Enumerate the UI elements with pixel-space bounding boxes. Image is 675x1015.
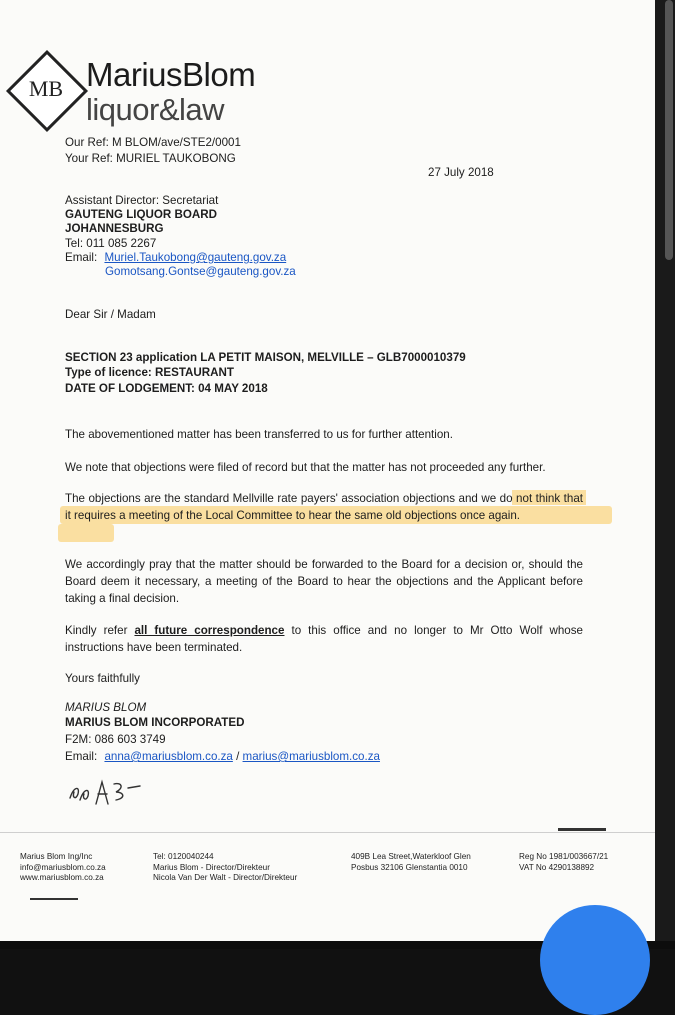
valediction: Yours faithfully [65, 672, 140, 685]
footer-text: Marius Blom Ing/Inc [20, 852, 93, 861]
email-link-taukobong[interactable]: Muriel.Taukobong@gauteng.gov.za [104, 251, 287, 264]
closing-email-row [65, 750, 380, 764]
logo-monogram: MB [28, 76, 64, 101]
footer-text: Marius Blom - Director/Direkteur [153, 862, 270, 872]
footer-text: Tel: 0120040244 [153, 852, 214, 861]
footer-text: info@mariusblom.co.za [20, 862, 106, 872]
paragraph-4: We accordingly pray that the matter should be forwarded to the Board for a decision or, should the Board deem it necessary, a meeting of the Board to hear the objections and the Applicant before taking a final decision. [65, 558, 583, 605]
brand-tagline: liquor&law [86, 92, 225, 127]
your-reference: Your Ref: MURIEL TAUKOBONG [65, 152, 236, 165]
email-link-marius[interactable]: marius@mariusblom.co.za [242, 750, 380, 763]
footer-col-registration [519, 852, 608, 873]
footer-text: Posbus 32106 Glenstantia 0010 [351, 862, 468, 872]
our-reference: Our Ref: M BLOM/ave/STE2/0001 [65, 136, 241, 149]
paragraph-5-end: to this office and no longer to Mr Otto Wolf whose instructions have been terminated. [65, 624, 584, 654]
footer-col-address [351, 852, 471, 873]
recipient-email-row [65, 251, 286, 265]
letter-date: 27 July 2018 [428, 166, 494, 179]
signer-name: MARIUS BLOM [65, 701, 147, 714]
brand-name: MariusBlom [86, 56, 256, 93]
recipient-city: JOHANNESBURG [65, 222, 164, 235]
emphasis-future-correspondence: all future correspondence [134, 624, 285, 637]
floating-action-button[interactable] [540, 905, 650, 1015]
email-label: Email: [65, 251, 98, 264]
recipient-tel: Tel: 011 085 2267 [65, 237, 157, 250]
recipient-org: GAUTENG LIQUOR BOARD [65, 208, 218, 221]
firm-name: MARIUS BLOM INCORPORATED [65, 716, 245, 729]
signature-icon [66, 776, 146, 808]
footer-text: Nicola Van Der Walt - Director/Direkteur [153, 873, 298, 882]
footer-text: 409B Lea Street,Waterkloof Glen [351, 852, 471, 861]
paragraph-5-start: Kindly refer [65, 624, 135, 637]
licence-type: Type of licence: RESTAURANT [65, 366, 234, 379]
footer-text: www.mariusblom.co.za [20, 873, 104, 882]
salutation: Dear Sir / Madam [65, 308, 156, 321]
footer-text: Reg No 1981/003667/21 [519, 852, 609, 861]
email-label: Email: [65, 750, 98, 763]
paragraph-3: The objections are the standard Mellville rate payers' association objections and we do not think that it requires a meeting of the Local Committee to hear the same old objections once again. [65, 492, 583, 522]
lodgement-date: DATE OF LODGEMENT: 04 MAY 2018 [65, 382, 268, 395]
footer-divider [0, 832, 655, 833]
fax-to-mail: F2M: 086 603 3749 [65, 733, 166, 746]
email-gontse[interactable]: Gomotsang.Gontse@gauteng.gov.za [105, 265, 296, 278]
recipient-title: Assistant Director: Secretariat [65, 194, 219, 207]
subject-line: SECTION 23 application LA PETIT MAISON, MELVILLE – GLB7000010379 [65, 351, 466, 364]
highlight-mark [58, 524, 114, 542]
paragraph-2: We note that objections were filed of record but that the matter has not proceeded any further. [65, 461, 546, 474]
footer-col-contacts [153, 852, 297, 884]
paragraph-5 [65, 622, 583, 656]
footer-mark [558, 828, 606, 831]
scrollbar[interactable] [665, 0, 673, 260]
footer-mark [30, 898, 78, 900]
footer-text: VAT No 4290138892 [519, 862, 595, 872]
email-separator: / [232, 750, 243, 763]
email-link-anna[interactable]: anna@mariusblom.co.za [104, 750, 233, 763]
handwritten-signature [66, 776, 146, 814]
footer-col-firm [20, 852, 106, 884]
paragraph-1: The abovementioned matter has been transferred to us for further attention. [65, 428, 453, 441]
